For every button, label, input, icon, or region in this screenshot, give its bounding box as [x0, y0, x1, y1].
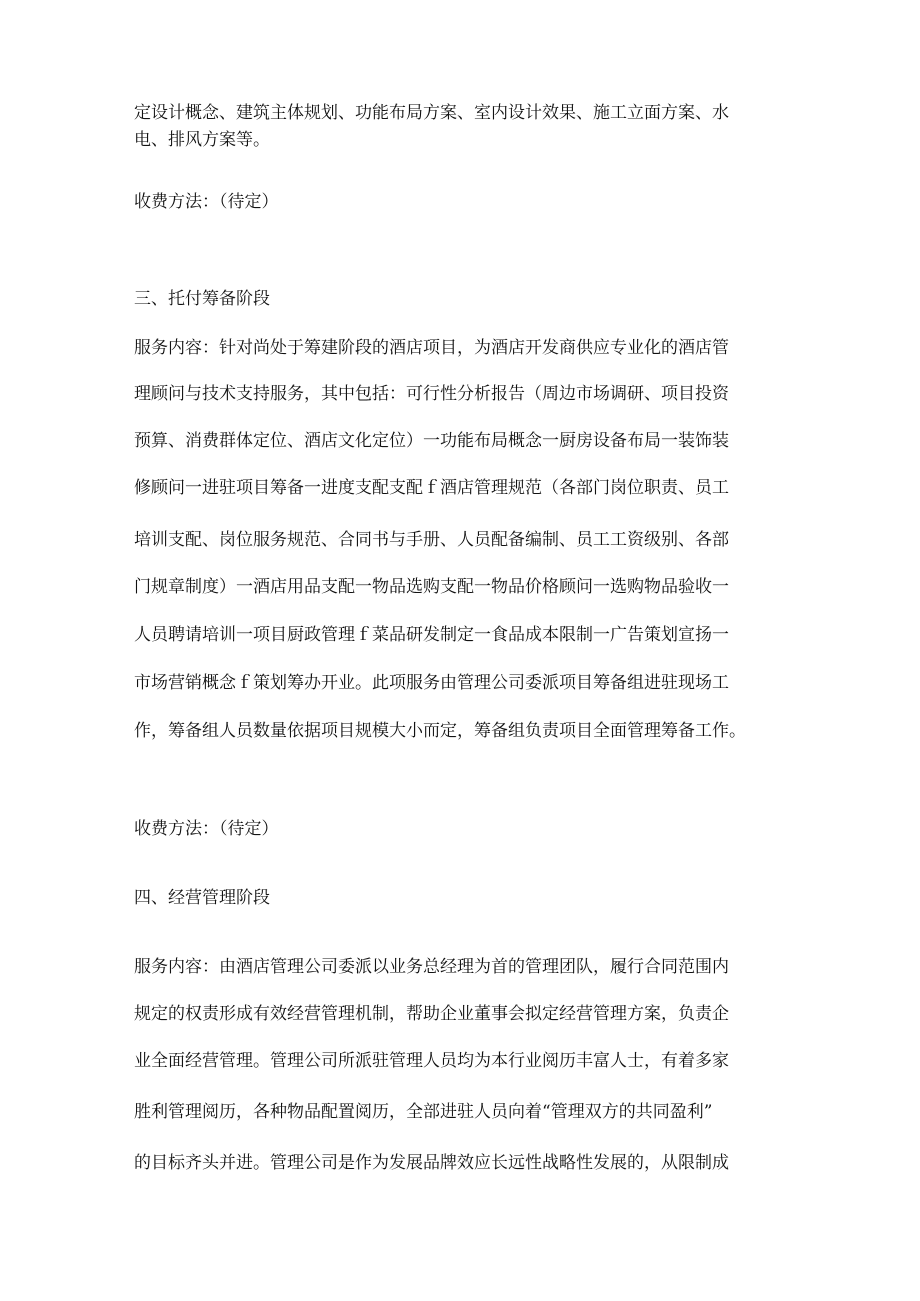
text-line: 理顾问与技术支持服务，其中包括：可行性分析报告（周边市场调研、项目投资	[134, 384, 729, 404]
text-line: 胜利管理阅历，各种物品配置阅历，全部进驻人员向着“管理双方的共同盈利”	[134, 1102, 713, 1122]
text-line: 作，筹备组人员数量依据项目规模大小而定，筹备组负责项目全面管理筹备工作。	[134, 721, 746, 741]
section-heading: 四、经营管理阶段	[134, 888, 270, 908]
text-line: 电、排风方案等。	[134, 130, 270, 150]
section-heading: 三、托付筹备阶段	[134, 289, 270, 309]
text-line: 的目标齐头并进。管理公司是作为发展品牌效应长远性战略性发展的，从限制成	[134, 1153, 729, 1173]
text-line: 市场营销概念ｆ策划筹办开业。此项服务由管理公司委派项目筹备组进驻现场工	[134, 673, 729, 693]
text-line: 业全面经营管理。管理公司所派驻管理人员均为本行业阅历丰富人士，有着多家	[134, 1051, 729, 1071]
text-line: 服务内容：由酒店管理公司委派以业务总经理为首的管理团队，履行合同范围内	[134, 957, 729, 977]
text-line: 服务内容：针对尚处于筹建阶段的酒店项目，为酒店开发商供应专业化的酒店管	[134, 338, 729, 358]
text-line: 规定的权责形成有效经营管理机制，帮助企业董事会拟定经营管理方案，负责企	[134, 1004, 729, 1024]
fee-method-label: 收费方法：（待定）	[134, 819, 279, 839]
text-line: 培训支配、岗位服务规范、合同书与手册、人员配备编制、员工工资级别、各部	[134, 530, 729, 550]
text-line: 修顾问一进驻项目筹备一进度支配支配ｆ酒店管理规范（各部门岗位职责、员工	[134, 478, 729, 498]
text-line: 人员聘请培训一项目厨政管理ｆ菜品研发制定一食品成本限制一广告策划宣扬一	[134, 625, 729, 645]
text-line: 定设计概念、建筑主体规划、功能布局方案、室内设计效果、施工立面方案、水	[134, 103, 729, 123]
fee-method-label: 收费方法：（待定）	[134, 192, 279, 212]
text-line: 门规章制度）一酒店用品支配一物品选购支配一物品价格顾问一选购物品验收一	[134, 577, 729, 597]
text-line: 预算、消费群体定位、酒店文化定位）一功能布局概念一厨房设备布局一装饰装	[134, 431, 729, 451]
